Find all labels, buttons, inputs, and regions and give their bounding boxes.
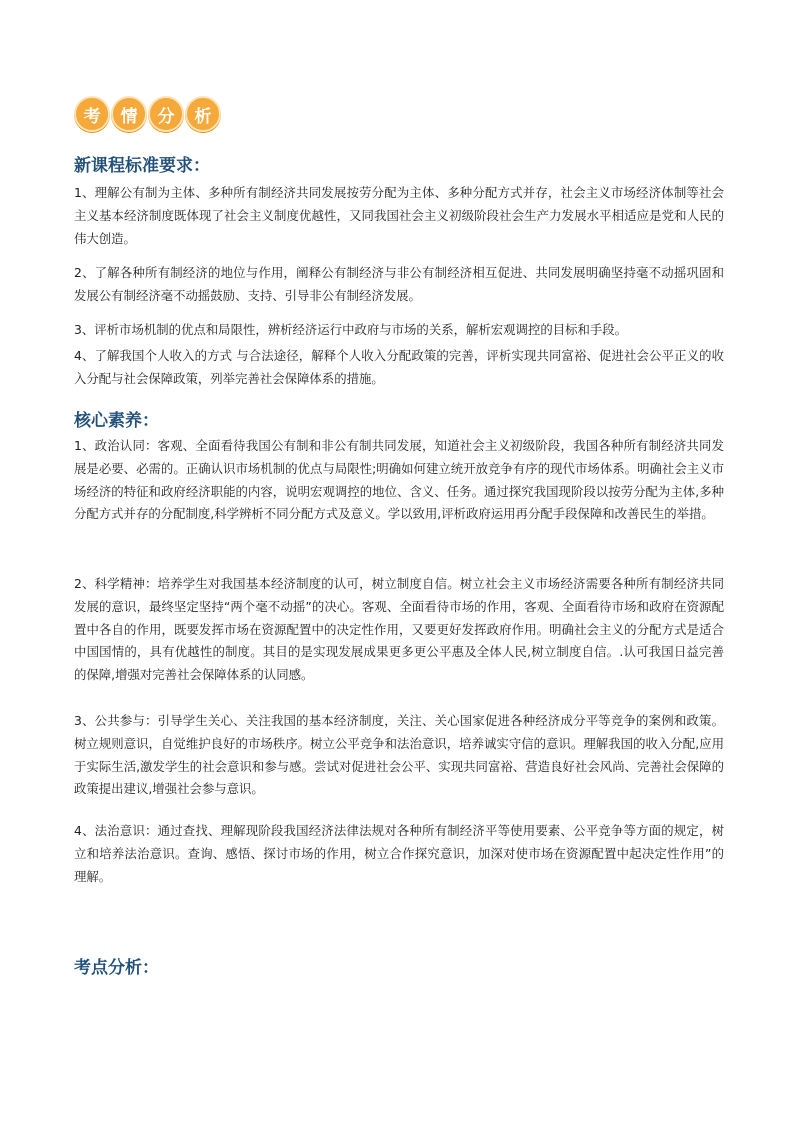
literacy-item-4: 4、法治意识：通过查找、理解现阶段我国经济法律法规对各种所有制经济平等使用要素、公平竞争等方面的规定，树立和培养法治意识。查询、感悟、探讨市场的作用，树立合作探究意识，加深对使市场在资源配置中起决定性作用”的理解。 xyxy=(74,823,724,884)
literacy-item-2: 2、科学精神：培养学生对我国基本经济制度的认可，树立制度自信。树立社会主义市场经济需要各种所有制经济共同发展的意识，最终坚定坚持“两个毫不动摇”的决心。客观、全面看待市场的作用，客观、全面看待市场和政府在资源配置中各自的作用，既要发挥市场在资源配置中的决定性作用，又要更好发挥政府作用。明确社会主义的分配方式是适合中国国情的，具有优越性的制度。其目的是实现发展成果更多更公平惠及全体人民,树立制度自信。.认可我国日益完善的保障,增强对完善社会保障体系的认同感。 xyxy=(74,576,724,683)
standards-item-3: 3、评析市场机制的优点和局限性，辨析经济运行中政府与市场的关系，解析宏观调控的目标和手段。 xyxy=(74,322,628,337)
badge-char: 情 xyxy=(111,96,147,132)
standards-item-2: 2、了解各种所有制经济的地位与作用，阐释公有制经济与非公有制经济相互促进、共同发展明确坚持毫不动摇巩固和发展公有制经济毫不动摇鼓励、支持、引导非公有制经济发展。 xyxy=(74,265,724,303)
badge-char: 析 xyxy=(185,96,221,132)
standards-heading: 新课程标准要求： xyxy=(74,156,210,176)
literacy-heading: 核心素养： xyxy=(74,411,159,431)
badge-char: 考 xyxy=(74,96,110,132)
standards-item-4: 4、了解我国个人收入的方式 与合法途径，解释个人收入分配政策的完善，评析实现共同富裕、促进社会公平正义的收入分配与社会保障政策，列举完善社会保障体系的措施。 xyxy=(74,348,724,386)
literacy-item-1: 1、政治认同：客观、全面看待我国公有制和非公有制共同发展，知道社会主义初级阶段，我国各种所有制经济共同发展是必要、必需的。正确认识市场机制的优点与局限性;明确如何建立统开放竞争有序的现代市场体系。明确社会主义市场经济的特征和政府经济职能的内容，说明宏观调控的地位、含义、任务。通过探究我国现阶段以按劳分配为主体,多种分配方式并存的分配制度,科学辨析不同分配方式及意义。学以致用,评析政府运用再分配手段保障和改善民生的举措。 xyxy=(74,438,724,522)
section-badge xyxy=(74,96,221,130)
analysis-heading: 考点分析： xyxy=(74,958,159,978)
badge-char: 分 xyxy=(148,96,184,132)
standards-item-1: 1、理解公有制为主体、多种所有制经济共同发展按劳分配为主体、多种分配方式并存，社会主义市场经济体制等社会主义基本经济制度既体现了社会主义制度优越性，又同我国社会主义初级阶段社会生产力发展水平相适应是党和人民的伟大创造。 xyxy=(74,185,724,246)
literacy-item-3: 3、公共参与：引导学生关心、关注我国的基本经济制度，关注、关心国家促进各种经济成分平等竞争的案例和政策。树立规则意识，自觉维护良好的市场秩序。树立公平竞争和法治意识，培养诚实守信的意识。理解我国的收入分配,应用于实际生活,激发学生的社会意识和参与感。尝试对促进社会公平、实现共同富裕、营造良好社会风尚、完善社会保障的政策提出建议,增强社会参与意识。 xyxy=(74,713,724,797)
